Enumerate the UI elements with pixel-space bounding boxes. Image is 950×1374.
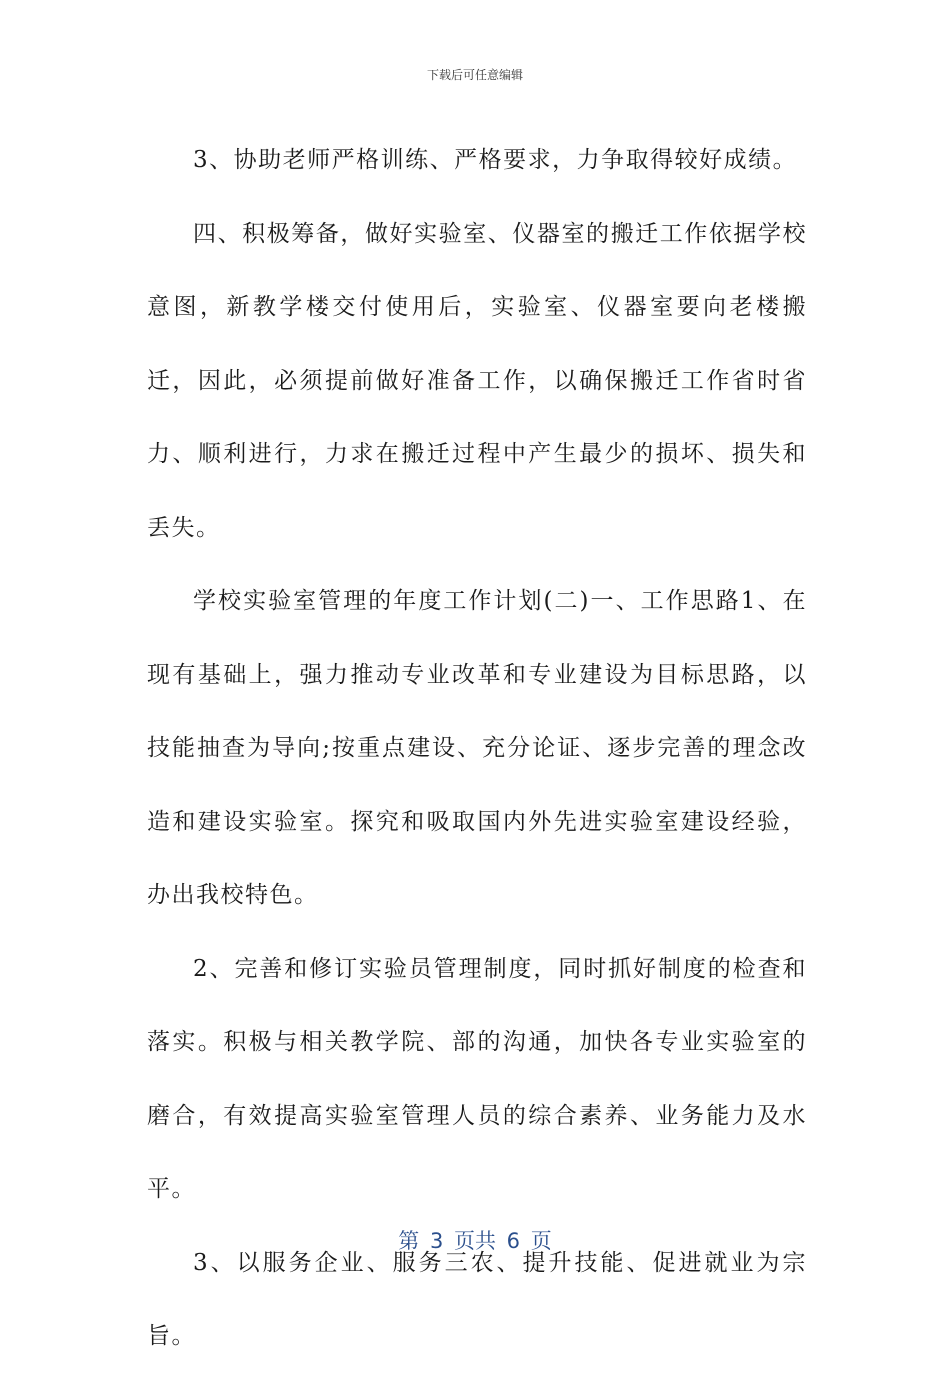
page-header-note: 下载后可任意编辑 [426, 68, 523, 82]
paragraph: 学校实验室管理的年度工作计划(二)一、工作思路1、在现有基础上，强力推动专业改革和专业建设为目标思路，以技能抽查为导向;按重点建设、充分论证、逐步完善的理念改造和建设实验室。探究和吸取国内外先进实验室建设经验，办出我校特色。 [147, 588, 807, 908]
paragraph: 3、协助老师严格训练、严格要求，力争取得较好成绩。 [193, 147, 798, 173]
paragraph: 3、以服务企业、服务三农、提升技能、促进就业为宗旨。 [147, 1249, 807, 1349]
paragraph: 2、完善和修订实验员管理制度，同时抓好制度的检查和落实。积极与相关教学院、部的沟通，加快各专业实验室的磨合，有效提高实验室管理人员的综合素养、业务能力及水平。 [147, 955, 807, 1202]
document-body [147, 124, 807, 1374]
page-number-footer: 第 3 页共 6 页 [398, 1229, 552, 1253]
paragraph: 四、积极筹备，做好实验室、仪器室的搬迁工作依据学校意图，新教学楼交付使用后，实验室、仪器室要向老楼搬迁，因此，必须提前做好准备工作，以确保搬迁工作省时省力、顺利进行，力求在搬迁过程中产生最少的损坏、损失和丢失。 [147, 220, 807, 541]
